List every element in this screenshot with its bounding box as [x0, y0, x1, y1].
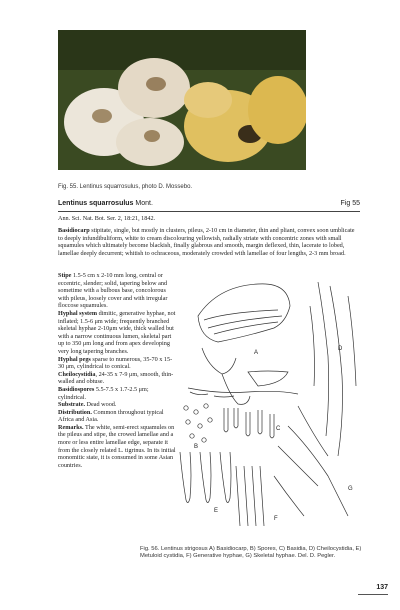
species-title: [58, 200, 153, 207]
hyphal-system-paragraph: [58, 310, 176, 356]
cheilocystidia-label: Cheilocystidia: [58, 370, 96, 378]
basidiospores-text: 5.5-7.5 x 1.7-2.5 μm; cylindrical.: [58, 385, 149, 401]
photo-caption: Fig. 55. Lentinus squarrosulus, photo D. Mossebo.: [58, 184, 193, 190]
remarks-text: The white, semi-erect squamules on the pileus and stipe, the crowed lamellae and a more or less entire lamellae edge, separate it from the closely related L. tigrinus. In its initial monomitic state, it is consumed in some Asian countries.: [58, 423, 176, 469]
cheilocystidia-text: , 24-35 x 7-9 μm, smooth, thin-walled and obtuse.: [58, 370, 174, 386]
substrate-paragraph: [58, 401, 176, 409]
basidiocarp-text: stipitate, single, but mostly in clusters, pileus, 2-10 cm in diameter, thin and pliant, convex soon umblicate to deeply infundibuliform, white to cream discolouring yellowish, radially striate with concentric zones with small squamules which ultimately become blackish, finally glabrous and smooth, margin deflexed, thin, lacerate to lobed, lamellae deeply decurrent; whitish to ochraceous, moderately crowded with lamellae of four lengths, 2-3 mm broad.: [58, 227, 355, 257]
label-d: D: [338, 346, 343, 352]
distribution-label: Distribution.: [58, 408, 92, 416]
substrate-text: Dead wood.: [85, 401, 117, 409]
stipe-paragraph: [58, 272, 176, 310]
citation: Ann. Sci. Nat. Bot. Ser. 2, 18:21, 1842.: [58, 215, 156, 222]
label-g: G: [348, 486, 353, 492]
label-c: C: [276, 426, 281, 432]
substrate-label: Substrate.: [58, 401, 85, 409]
basidiocarp-label: Basidiocarp: [58, 227, 90, 234]
label-e: E: [214, 508, 219, 514]
line-drawing-illustration: [178, 276, 364, 538]
species-header: [58, 199, 360, 212]
species-author: Mont.: [135, 200, 153, 207]
label-f: F: [274, 516, 278, 522]
remarks-label: Remarks.: [58, 423, 84, 431]
basidiospores-label: Basidiospores: [58, 385, 95, 393]
hyphal-pegs-text: sparse to numerous, 35-70 x 15-30 μm, cylindrical to conical.: [58, 355, 173, 371]
hyphal-system-label: Hyphal system: [58, 309, 98, 317]
stipe-text: 1.5-5 cm x 2-10 mm long, central or eccentric, slender; solid, tapering below and sometime with a bulbous base, concolorous with pileus, loosely cover and with irregular floccose squamules.: [58, 272, 168, 310]
species-name: Lentinus squarrosulus: [58, 200, 134, 207]
hyphal-pegs-paragraph: [58, 356, 176, 371]
basidiocarp-paragraph: [58, 227, 360, 257]
figure-reference: Fig 55: [340, 200, 360, 207]
illustration-caption: Fig. 56. Lentinus strigosus A) Basidiocarp, B) Spores, C) Basidia, D) Cheilocystidia, E) Metuloid cystidia, F) Generative hyphae, G) Skeletal hyphae. Del. D. Pegler.: [140, 546, 362, 560]
mushroom-photo: [58, 30, 306, 170]
stipe-label: Stipe: [58, 272, 72, 279]
label-b: B: [194, 444, 199, 450]
distribution-paragraph: [58, 409, 176, 424]
remarks-paragraph: [58, 424, 176, 470]
basidiospores-paragraph: [58, 386, 176, 401]
distribution-text: Common throughout typical Africa and Asia.: [58, 408, 164, 424]
cheilocystidia-paragraph: [58, 371, 176, 386]
label-a: A: [254, 350, 259, 356]
hyphal-pegs-label: Hyphal pegs: [58, 355, 91, 363]
page-number: 137: [358, 584, 388, 595]
description-column: [58, 272, 176, 469]
hyphal-system-text: dimitic, generative hyphae, not inflated; 1.5-6 μm wide; frequently branched skeletal hyphae 2-10μm wide, thick walled but with a narrow continuous lumen, skeletal part up to 350 μm long and from apex developing very long tapering branches.: [58, 309, 176, 355]
